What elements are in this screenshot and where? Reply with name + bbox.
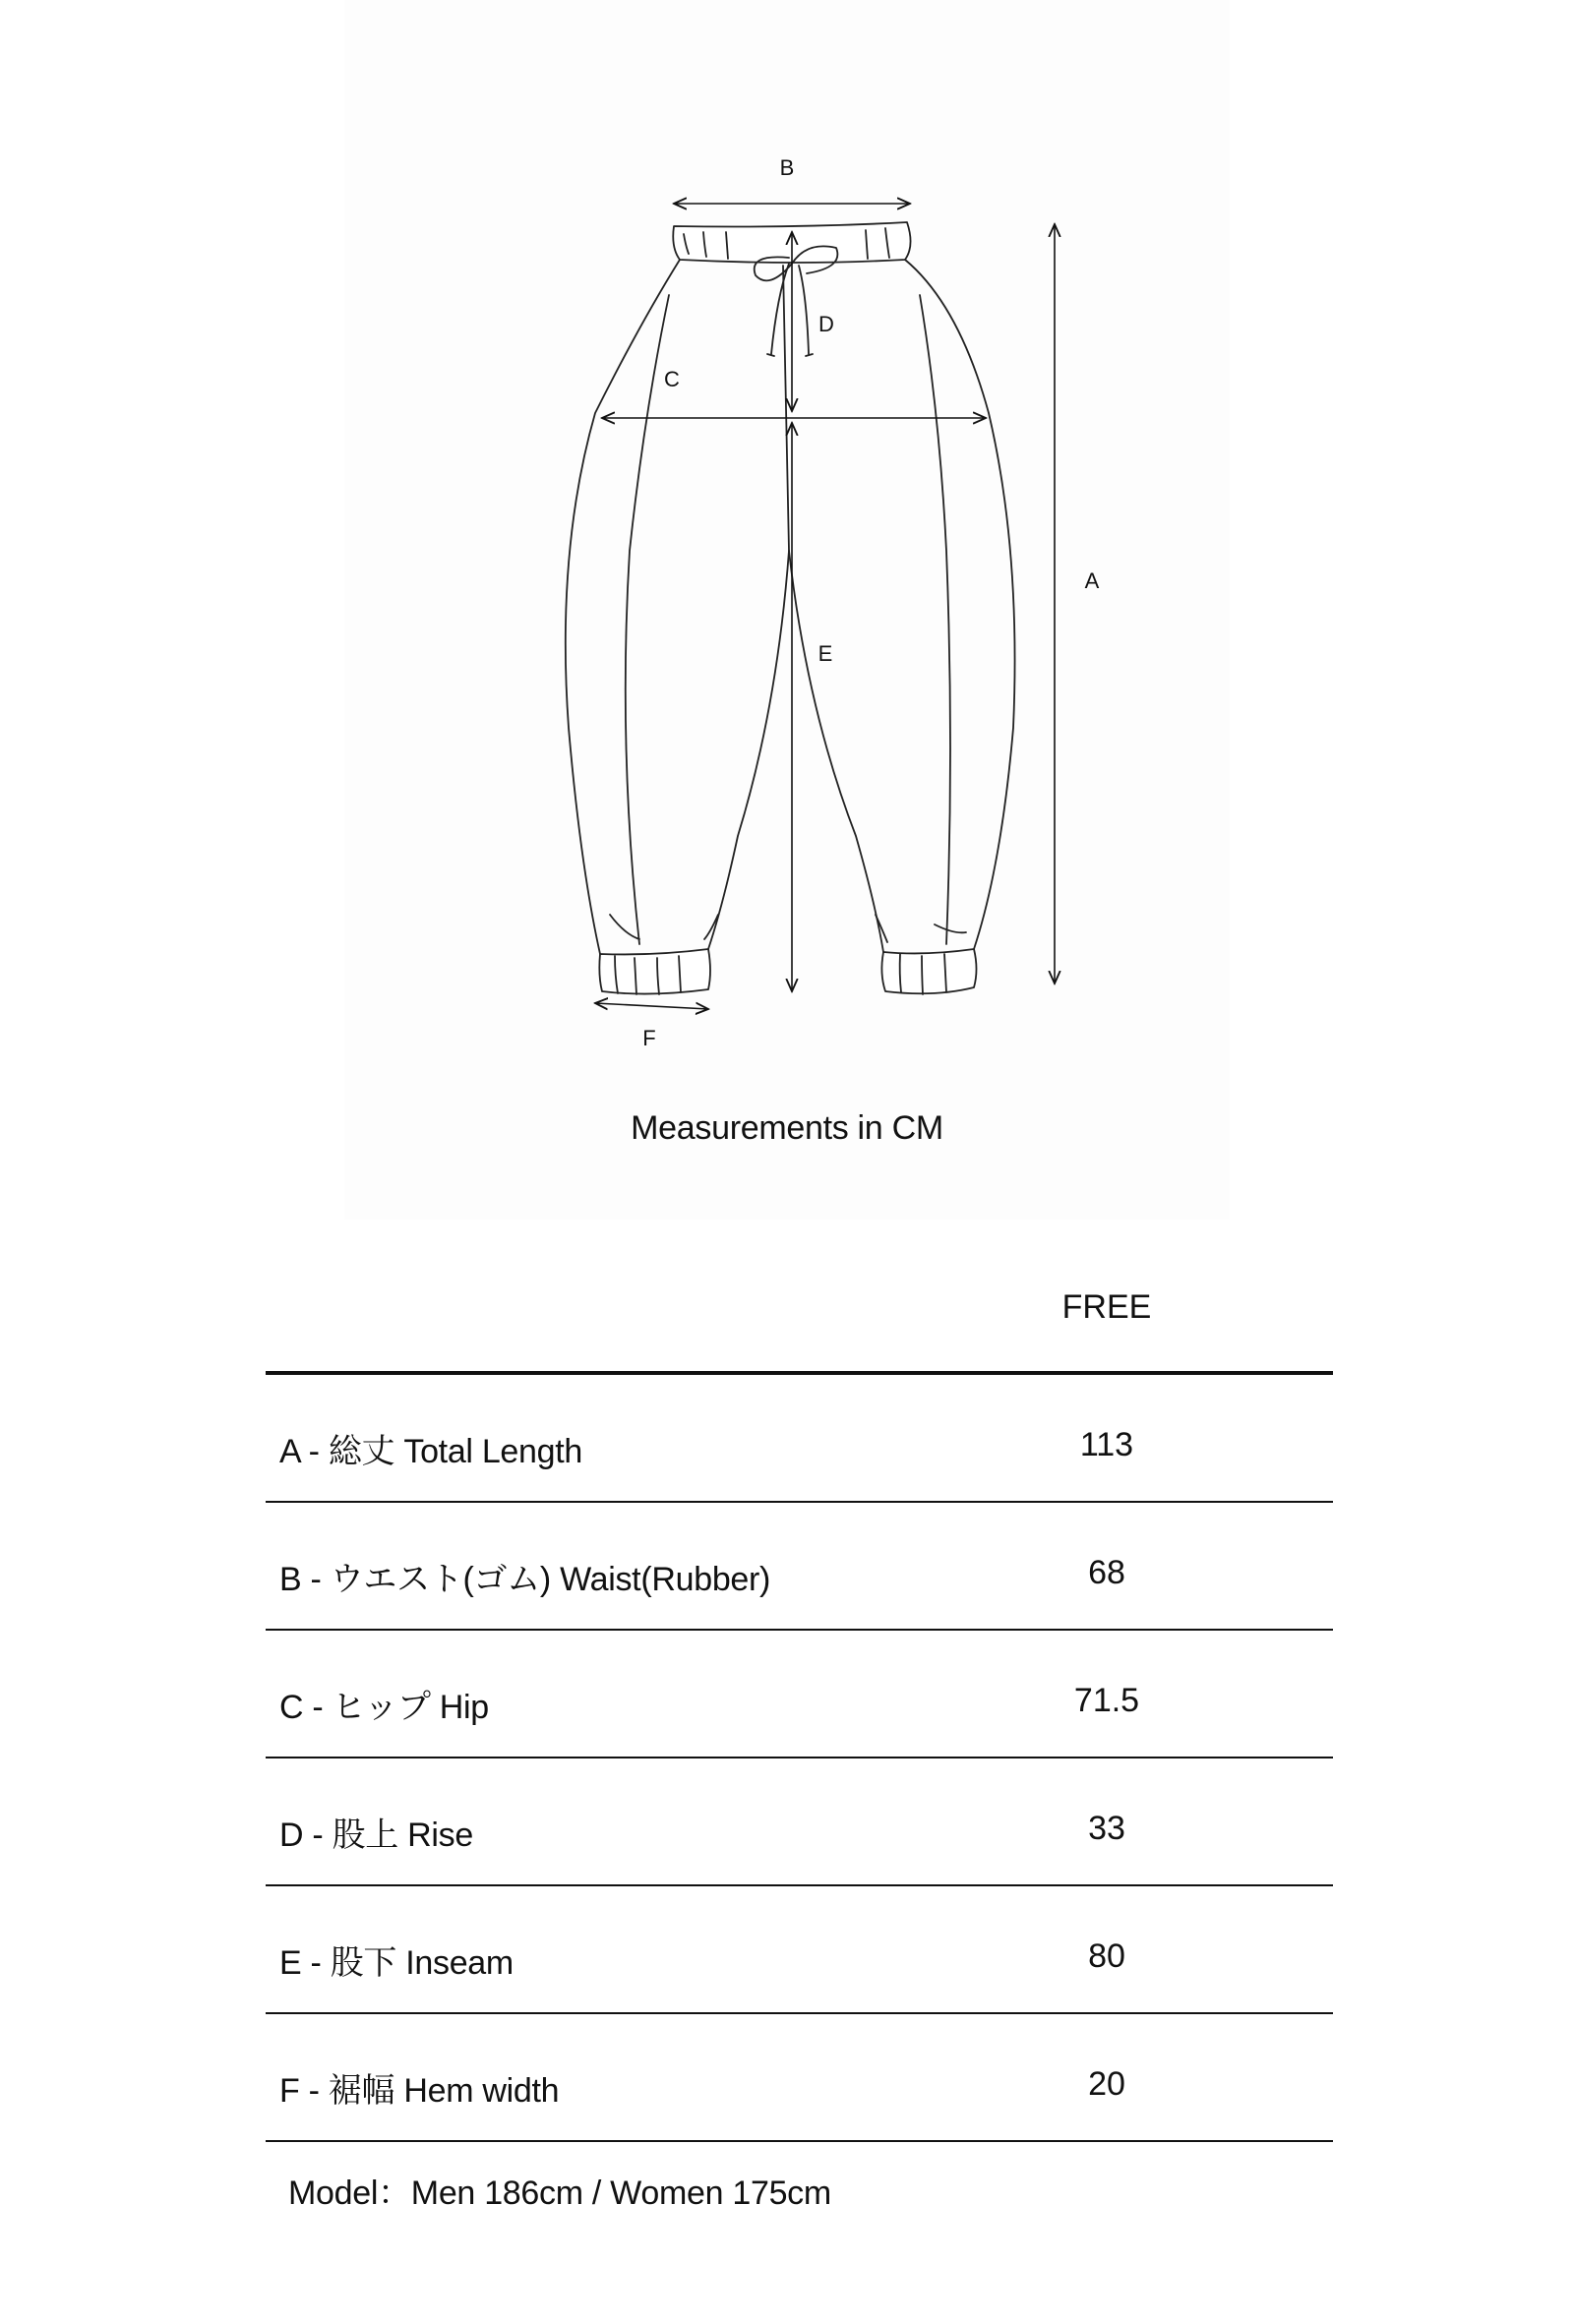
- table-row: [266, 1886, 1333, 2014]
- table-row: [266, 2014, 1333, 2142]
- row-label: B - ウエスト(ゴム) Waist(Rubber): [279, 1561, 771, 1598]
- table-row: [266, 1631, 1333, 1758]
- row-label: E - 股下 Inseam: [279, 1944, 514, 1982]
- dimension-label-e: E: [817, 641, 833, 666]
- row-divider: [266, 2140, 1333, 2142]
- pants-illustration: [344, 0, 1230, 1220]
- table-row: [266, 1375, 1333, 1503]
- model-height-note: Model：Men 186cm / Women 175cm: [288, 2175, 831, 2212]
- row-value: 71.5: [1073, 1682, 1140, 1719]
- row-value: 80: [1088, 1937, 1125, 1975]
- row-value: 20: [1088, 2065, 1125, 2103]
- dimension-label-a: A: [1084, 568, 1100, 593]
- measurement-diagram: [344, 0, 1230, 1220]
- table-row: [266, 1758, 1333, 1886]
- row-label: D - 股上 Rise: [279, 1817, 473, 1854]
- dimension-label-b: B: [779, 155, 795, 180]
- row-value: 113: [1079, 1426, 1134, 1463]
- size-column-header: FREE: [1061, 1288, 1152, 1326]
- measurement-unit-caption: Measurements in CM: [631, 1109, 943, 1147]
- row-label: C - ヒップ Hip: [279, 1689, 489, 1726]
- table-row: [266, 1503, 1333, 1631]
- row-label: F - 裾幅 Hem width: [279, 2072, 560, 2110]
- row-value: 68: [1088, 1554, 1125, 1591]
- dimension-label-c: C: [664, 367, 680, 391]
- row-label: A - 総丈 Total Length: [279, 1433, 583, 1470]
- dimension-label-d: D: [818, 312, 834, 336]
- row-value: 33: [1088, 1810, 1125, 1847]
- dimension-label-f: F: [642, 1026, 656, 1050]
